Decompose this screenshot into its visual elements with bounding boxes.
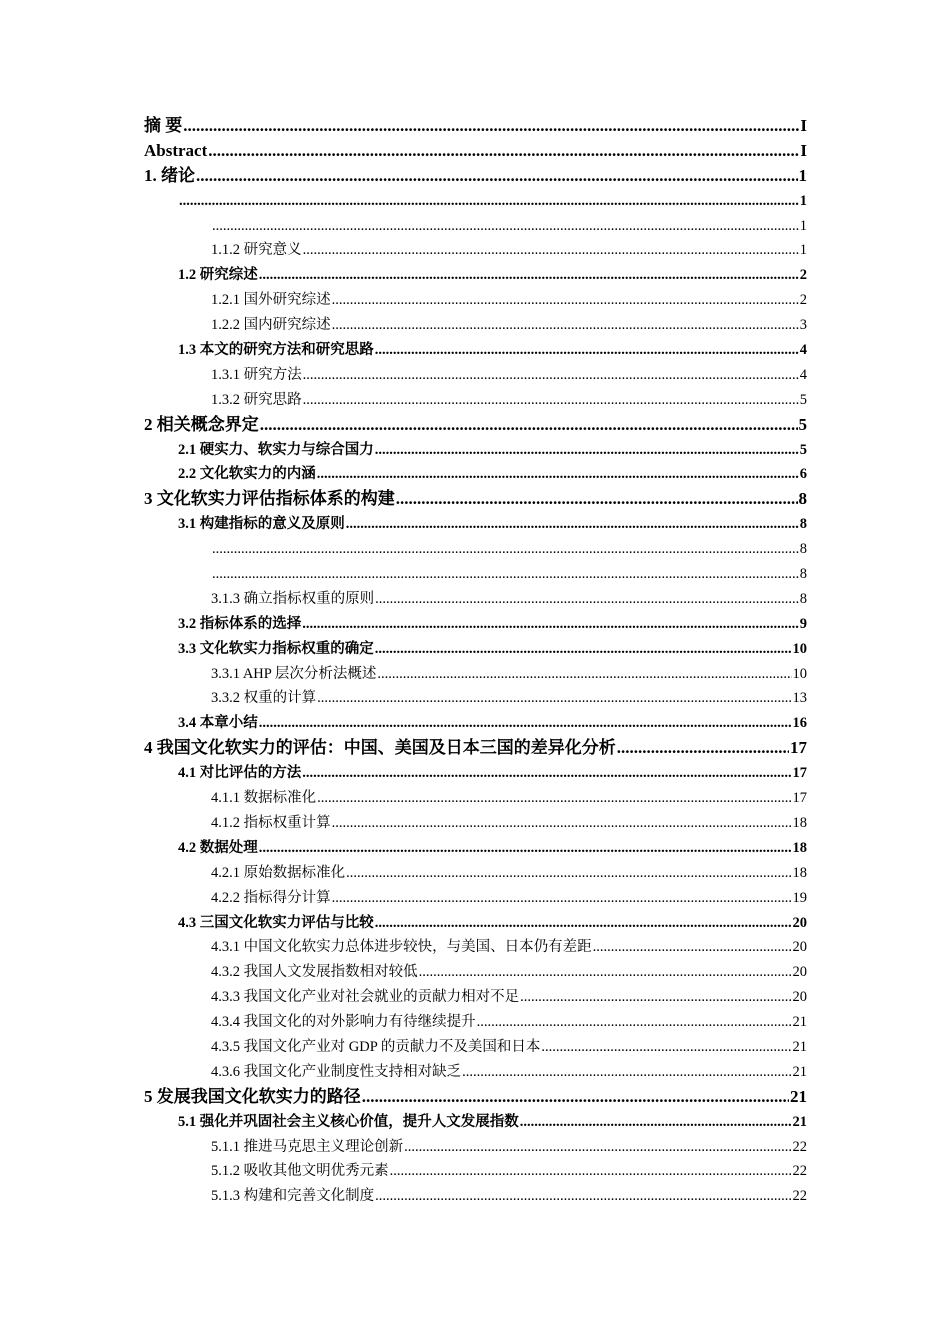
toc-entry-page: 21 [792,1038,807,1055]
toc-entry-page: 18 [792,839,807,856]
toc-entry[interactable] [144,1110,807,1135]
dot-leader [259,836,792,861]
toc-entry[interactable] [144,960,807,985]
dot-leader [179,189,799,214]
toc-entry-title: 2.2 文化软实力的内涵 [178,466,316,483]
toc-entry-page: 4 [799,366,807,383]
toc-entry[interactable] [144,587,807,612]
toc-entry-title: 2.1 硬实力、软实力与综合国力 [178,441,374,458]
toc-entry-page: 21 [792,1063,807,1080]
toc-entry-page: 16 [792,715,807,732]
toc-entry-title: 3.4 本章小结 [178,715,258,732]
dot-leader [396,487,798,512]
toc-entry-page: 4 [799,342,807,359]
dot-leader [375,1184,791,1209]
toc-entry[interactable] [144,338,807,363]
toc-entry-page: 1 [799,192,807,209]
toc-entry[interactable] [144,1135,807,1160]
toc-entry-page: 6 [799,466,807,483]
toc-entry[interactable] [144,562,807,587]
toc-entry-title: 4.1 对比评估的方法 [178,765,302,782]
dot-leader [462,1060,791,1085]
toc-entry-page: 1 [799,242,807,259]
toc-entry[interactable] [144,1060,807,1085]
toc-entry-page: 2 [799,267,807,284]
toc-entry[interactable] [144,836,807,861]
toc-entry[interactable] [144,911,807,936]
toc-entry-title: 3.3.1 AHP 层次分析法概述 [211,665,377,682]
toc-entry-page: 20 [792,989,807,1006]
dot-leader [332,886,792,911]
dot-leader [260,413,798,438]
toc-entry-page: 20 [792,964,807,981]
toc-entry[interactable] [144,786,807,811]
toc-entry-page: 21 [792,1014,807,1031]
toc-entry[interactable] [144,1035,807,1060]
dot-leader [375,637,792,662]
dot-leader [541,1035,791,1060]
dot-leader [520,1110,792,1135]
toc-entry[interactable] [144,313,807,338]
toc-entry-page: 21 [790,1086,807,1106]
toc-entry-title: 5.1.1 推进马克思主义理论创新 [211,1138,404,1155]
toc-entry-page: 8 [799,516,807,533]
toc-entry[interactable] [144,662,807,687]
dot-leader [303,388,799,413]
toc-entry-page: 18 [792,814,807,831]
toc-entry-page: 13 [792,690,807,707]
toc-entry-page: I [800,116,807,135]
toc-entry-title: 1.3.2 研究思路 [211,391,302,408]
toc-entry-title: 4.3.3 我国文化产业对社会就业的贡献力相对不足 [211,989,520,1006]
toc-entry-page: 5 [799,391,807,408]
toc-entry-title: 3 文化软实力评估指标体系的构建 [144,489,395,509]
toc-entry-page: 21 [792,1113,807,1130]
toc-entry-page: 17 [792,765,807,782]
toc-entry-title: 2 相关概念界定 [144,414,259,434]
toc-entry[interactable] [144,612,807,637]
toc-entry-page: 9 [799,615,807,632]
toc-entry-title: 3.3.2 权重的计算 [211,690,317,707]
toc-entry-title: 5.1.2 吸收其他文明优秀元素 [211,1163,389,1180]
toc-entry-page: 10 [792,640,807,657]
toc-entry-title: 摘 要 [144,116,183,135]
toc-entry-title: 1.2 研究综述 [178,267,258,284]
toc-entry-page: 10 [792,665,807,682]
toc-entry-title: 4.3.1 中国文化软实力总体进步较快，与美国、日本仍有差距 [211,939,592,956]
toc-entry[interactable] [144,189,807,214]
dot-leader [302,612,799,637]
toc-entry-title: 4.1.1 数据标准化 [211,790,317,807]
toc-entry-page: 17 [790,738,807,758]
toc-entry-page: 5 [798,414,807,434]
toc-entry-page: 22 [792,1163,807,1180]
toc-entry-page: 8 [799,566,807,583]
dot-leader [390,1159,792,1184]
toc-entry[interactable] [144,985,807,1010]
toc-entry-page: I [800,140,807,160]
toc-entry[interactable] [144,1159,807,1184]
dot-leader [259,711,792,736]
toc-entry-title: 1.2.2 国内研究综述 [211,317,331,334]
toc-entry-title: 5.1.3 构建和完善文化制度 [211,1188,375,1205]
toc-entry-title: 5.1 强化并巩固社会主义核心价值，提升人文发展指数 [178,1113,519,1130]
table-of-contents [144,114,807,1209]
toc-entry-title: 1.2.1 国外研究综述 [211,292,331,309]
toc-entry[interactable] [144,413,807,438]
dot-leader [303,363,799,388]
dot-leader [375,587,799,612]
dot-leader [317,786,791,811]
toc-entry-page: 8 [798,489,807,509]
toc-entry[interactable] [144,761,807,786]
dot-leader [332,811,792,836]
dot-leader [183,114,799,139]
toc-entry-page: 5 [799,441,807,458]
dot-leader [346,512,799,537]
toc-entry-page: 22 [792,1188,807,1205]
toc-entry-title: 1.3.1 研究方法 [211,366,302,383]
dot-leader [477,1010,792,1035]
toc-entry-title: 1.3 本文的研究方法和研究思路 [178,342,374,359]
toc-entry-title: 4 我国文化软实力的评估：中国、美国及日本三国的差异化分析 [144,738,616,758]
toc-entry-title: 4.2 数据处理 [178,839,258,856]
toc-entry-page: 22 [792,1138,807,1155]
toc-entry[interactable] [144,139,807,164]
toc-entry[interactable] [144,263,807,288]
toc-entry-page: 17 [792,790,807,807]
toc-entry[interactable] [144,363,807,388]
dot-leader [332,288,799,313]
dot-leader [404,1135,791,1160]
toc-entry-title: 4.3.2 我国人文发展指数相对较低 [211,964,418,981]
toc-entry[interactable] [144,238,807,263]
toc-entry-title: 1.1.2 研究意义 [211,242,302,259]
dot-leader [212,537,799,562]
dot-leader [593,935,792,960]
dot-leader [212,562,799,587]
toc-entry[interactable] [144,811,807,836]
toc-entry[interactable] [144,861,807,886]
dot-leader [317,462,799,487]
toc-entry[interactable] [144,1010,807,1035]
toc-entry-title: 4.3.4 我国文化的对外影响力有待继续提升 [211,1014,476,1031]
dot-leader [617,736,789,761]
dot-leader [259,263,799,288]
toc-entry[interactable] [144,487,807,512]
toc-entry[interactable] [144,1184,807,1209]
dot-leader [520,985,791,1010]
toc-entry-title: 4.2.2 指标得分计算 [211,889,331,906]
toc-entry-title: 3.3 文化软实力指标权重的确定 [178,640,374,657]
toc-entry-title: 4.3 三国文化软实力评估与比较 [178,914,374,931]
dot-leader [303,238,799,263]
toc-entry-page: 3 [799,317,807,334]
toc-entry-title: 4.3.5 我国文化产业对 GDP 的贡献力不及美国和日本 [211,1038,541,1055]
dot-leader [375,338,799,363]
toc-entry-page: 20 [792,914,807,931]
toc-entry-title: 5 发展我国文化软实力的路径 [144,1086,361,1106]
dot-leader [317,686,791,711]
dot-leader [302,761,791,786]
toc-entry[interactable] [144,438,807,463]
toc-entry[interactable] [144,214,807,239]
toc-entry[interactable] [144,886,807,911]
toc-entry[interactable] [144,114,807,139]
toc-entry-title: 4.1.2 指标权重计算 [211,814,331,831]
dot-leader [332,313,799,338]
toc-entry-title: 3.1 构建指标的意义及原则 [178,516,345,533]
toc-entry[interactable] [144,711,807,736]
toc-entry-title: 4.3.6 我国文化产业制度性支持相对缺乏 [211,1063,462,1080]
toc-entry[interactable] [144,736,807,761]
dot-leader [208,139,799,164]
dot-leader [377,662,791,687]
toc-entry-page: 8 [799,590,807,607]
toc-entry[interactable] [144,686,807,711]
dot-leader [375,911,792,936]
toc-entry-page: 8 [799,541,807,558]
dot-leader [362,1085,789,1110]
toc-entry[interactable] [144,637,807,662]
toc-entry-page: 19 [792,889,807,906]
toc-entry[interactable] [144,537,807,562]
toc-entry[interactable] [144,164,807,189]
toc-entry[interactable] [144,462,807,487]
toc-entry-page: 2 [799,292,807,309]
toc-entry[interactable] [144,935,807,960]
toc-entry-title: 3.2 指标体系的选择 [178,615,302,632]
dot-leader [375,438,799,463]
toc-entry[interactable] [144,388,807,413]
toc-entry-title: Abstract [144,140,208,160]
toc-entry[interactable] [144,512,807,537]
toc-entry-title: 3.1.3 确立指标权重的原则 [211,590,375,607]
toc-entry[interactable] [144,1085,807,1110]
toc-entry-page: 20 [792,939,807,956]
dot-leader [196,164,798,189]
toc-entry-page: 1 [798,165,807,185]
dot-leader [346,861,791,886]
toc-entry-page: 18 [792,864,807,881]
toc-entry[interactable] [144,288,807,313]
dot-leader [212,214,799,239]
dot-leader [419,960,792,985]
toc-entry-title: 1. 绪论 [144,165,195,185]
toc-entry-title: 4.2.1 原始数据标准化 [211,864,346,881]
toc-entry-page: 1 [799,217,807,234]
